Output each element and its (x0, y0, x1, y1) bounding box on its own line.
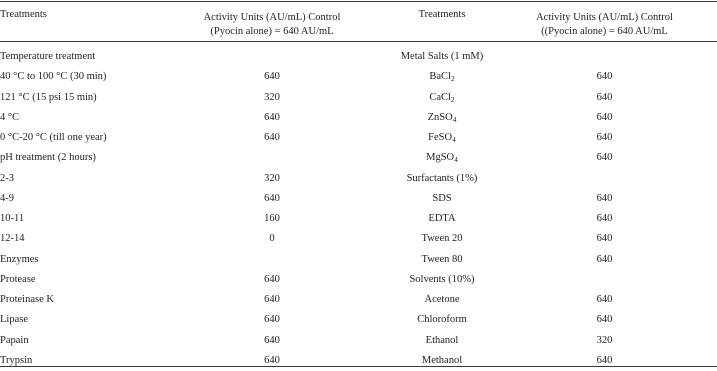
activity-left-cell: 640 (264, 294, 280, 306)
activity-left-cell: 640 (264, 111, 280, 123)
treatment-left-cell: pH treatment (2 hours) (0, 152, 96, 164)
activity-right-cell: 640 (596, 91, 613, 103)
treatment-left-cell: 4 °C (0, 111, 20, 123)
table-row (0, 351, 717, 371)
treatment-right-cell (392, 229, 492, 249)
treatment-left-cell: 4-9 (0, 192, 14, 204)
activity-left-cell: 640 (264, 334, 280, 346)
treatment-left-cell: Protease (0, 273, 36, 285)
table-row (0, 270, 717, 290)
activity-left-cell: 640 (264, 354, 280, 366)
activity-right-cell (492, 169, 717, 189)
treatment-right-label: Ethanol (425, 334, 459, 346)
header-activity-right (492, 2, 717, 47)
activity-right-cell: 640 (596, 111, 613, 123)
table-row (0, 67, 717, 87)
treatment-left-cell: 40 °C to 100 °C (30 min) (0, 71, 107, 83)
treatment-left-cell: 2-3 (0, 172, 14, 184)
treatment-right-cell (392, 209, 492, 229)
activity-right-cell: 640 (596, 192, 613, 204)
treatment-right-label: Solvents (10%) (409, 273, 475, 285)
activity-right-cell: 640 (596, 253, 613, 265)
treatment-right-label: SDS (432, 192, 452, 204)
treatment-right-cell (392, 88, 492, 108)
treatment-left-cell: 0 °C-20 °C (till one year) (0, 132, 107, 144)
table-row (0, 108, 717, 128)
header-row (0, 2, 717, 47)
table-row (0, 189, 717, 209)
treatment-right-cell (392, 310, 492, 330)
treatment-right-label: Tween 20 (421, 233, 463, 245)
treatment-left-cell: Trypsin (0, 354, 33, 366)
treatment-left-cell: 121 °C (15 psi 15 min) (0, 91, 97, 103)
activity-right-cell: 640 (596, 71, 613, 83)
treatment-right-cell (392, 189, 492, 209)
activity-left-cell: 640 (264, 132, 280, 144)
treatment-right-cell (392, 128, 492, 148)
treatment-left-cell: 10-11 (0, 213, 25, 225)
header-activity-left-line2: (Pyocin alone) = 640 AU/mL (210, 25, 334, 37)
treatment-right-cell (392, 67, 492, 87)
activity-left-cell (152, 148, 392, 168)
table-row (0, 290, 717, 310)
treatment-right-label: FeSO (428, 132, 453, 144)
treatment-left-cell: Papain (0, 334, 29, 346)
treatment-left-cell: Temperature treatment (0, 51, 96, 63)
header-activity-right-line1: Activity Units (AU/mL) Control (536, 11, 673, 23)
chemical-formula-subscript: 4 (454, 155, 458, 165)
treatment-right-label: Surfactants (1%) (406, 172, 478, 184)
activity-left-cell: 320 (264, 172, 280, 184)
treatment-right-label: MgSO (426, 152, 455, 164)
table-row (0, 169, 717, 189)
treatment-right-cell (392, 331, 492, 351)
activity-right-cell: 640 (596, 354, 613, 366)
activity-right-cell: 640 (596, 294, 613, 306)
chemical-formula-subscript: 4 (452, 114, 457, 124)
activity-right-cell: 640 (596, 132, 613, 144)
treatment-right-label: Chloroform (417, 314, 467, 326)
treatment-right-cell (392, 47, 492, 67)
activity-right-cell: 640 (596, 152, 613, 164)
treatment-right-cell (392, 148, 492, 168)
activity-left-cell: 320 (264, 91, 280, 103)
activity-right-cell: 640 (596, 233, 613, 245)
header-activity-left-line1: Activity Units (AU/mL) Control (203, 11, 341, 23)
activity-right-cell (492, 47, 717, 67)
activity-left-cell (152, 250, 392, 270)
activity-left-cell: 640 (264, 314, 280, 326)
activity-left-cell: 0 (269, 233, 275, 245)
chemical-formula-subscript: 2 (450, 94, 455, 104)
table-row (0, 331, 717, 351)
treatment-right-cell (392, 169, 492, 189)
activity-left-cell: 160 (264, 213, 280, 225)
treatment-right-cell (392, 250, 492, 270)
treatment-right-cell (392, 290, 492, 310)
table-row (0, 229, 717, 249)
treatment-right-label: Methanol (421, 354, 463, 366)
treatment-right-cell (392, 351, 492, 371)
activity-left-cell (152, 47, 392, 67)
activity-right-cell (492, 270, 717, 290)
table-row (0, 148, 717, 168)
treatment-left-cell: Proteinase K (0, 294, 54, 306)
treatment-right-cell (392, 270, 492, 290)
activity-right-cell: 640 (596, 314, 613, 326)
treatment-right-label: EDTA (428, 213, 456, 225)
header-treatments-left: Treatments (0, 9, 47, 20)
chemical-formula-subscript: 4 (452, 135, 456, 145)
treatment-left-cell: 12-14 (0, 233, 25, 245)
table-row (0, 310, 717, 330)
table-row (0, 209, 717, 229)
table-row (0, 88, 717, 108)
treatment-right-label: CaCl (429, 91, 451, 103)
header-treatments-right: Treatments (418, 9, 466, 20)
table-body (0, 47, 717, 371)
treatment-right-cell (392, 108, 492, 128)
chemical-formula-subscript: 2 (450, 74, 455, 84)
table-row (0, 47, 717, 67)
table-row (0, 250, 717, 270)
treatment-right-label: BaCl (429, 71, 451, 83)
activity-right-cell: 320 (596, 334, 613, 346)
treatment-right-label: Metal Salts (1 mM) (400, 51, 484, 63)
activity-right-cell: 640 (596, 213, 613, 225)
activity-left-cell: 640 (264, 273, 280, 285)
activity-left-cell: 640 (264, 71, 280, 83)
activity-left-cell: 640 (264, 192, 280, 204)
header-activity-right-line2: ((Pyocin alone) = 640 AU/mL (541, 25, 668, 37)
treatment-right-label: ZnSO (427, 111, 453, 123)
table-row (0, 128, 717, 148)
pyocin-stability-table (0, 2, 717, 371)
treatment-right-label: Acetone (424, 294, 460, 306)
treatment-right-label: Tween 80 (421, 253, 463, 265)
treatment-left-cell: Lipase (0, 314, 28, 326)
treatment-left-cell: Enzymes (0, 253, 39, 265)
header-activity-left (152, 2, 392, 47)
table-header (0, 2, 717, 47)
